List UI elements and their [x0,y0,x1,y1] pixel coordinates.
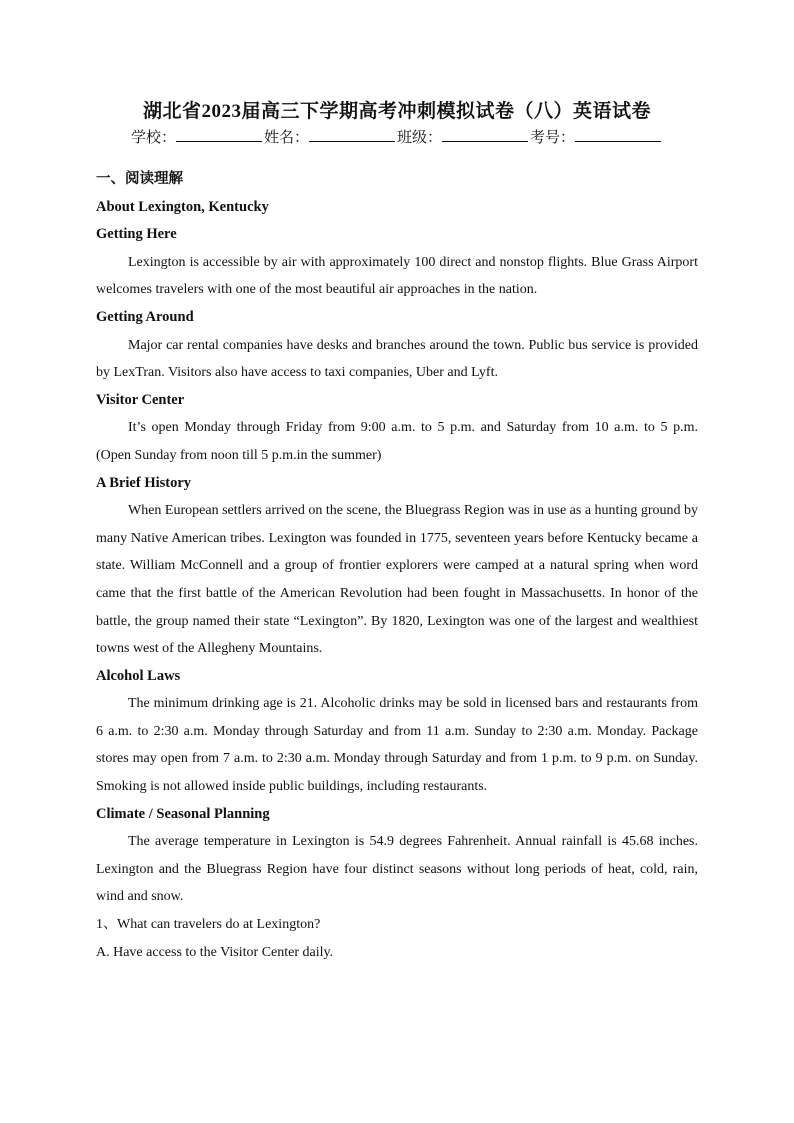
class-blank[interactable] [442,127,528,142]
question-option-a[interactable]: A. Have access to the Visitor Center daily. [96,944,334,960]
name-label: 姓名： [263,130,309,146]
exam-number-blank[interactable] [575,127,661,142]
section-heading-climate: Climate / Seasonal Planning [96,805,270,822]
school-label: 学校： [130,130,176,146]
article-title: About Lexington, Kentucky [96,198,269,215]
section-heading-history: A Brief History [96,474,192,491]
student-info-line [0,126,794,147]
section-heading-getting-here: Getting Here [96,226,177,243]
section-text-history: When European settlers arrived on the scene, the Bluegrass Region was in use as a hunting ground by many Native American tribes. Lexington was founded in 1775, seventeen years before Kentucky became a state. William McConnell and a group of frontier explorers were camped at a natural spring when word came that the first battle of the American Revolution had been fought in Massachusetts. In honor of the battle, the group named their state “Lexington”. By 1820, Lexington was one of the largest and wealthiest towns west of the Allegheny Mountains. [96,503,698,657]
exam-number-label: 考号： [530,130,576,146]
section-text-climate: The average temperature in Lexington is 54.9 degrees Fahrenheit. Annual rainfall is 45.68 inches. Lexington and the Bluegrass Region have four distinct seasons without long periods of heat, cold, rain, wind and snow. [96,834,698,905]
reading-content [96,166,698,966]
section-heading-getting-around: Getting Around [96,308,194,325]
school-blank[interactable] [176,127,262,142]
section-text-visitor-center: It’s open Monday through Friday from 9:00 a.m. to 5 p.m. and Saturday from 10 a.m. to 5 p.m. (Open Sunday from noon till 5 p.m.in the summer) [96,420,698,463]
question-stem: 1、What can travelers do at Lexington? [96,917,321,933]
section-heading-alcohol-laws: Alcohol Laws [96,667,181,684]
section-text-getting-around: Major car rental companies have desks and branches around the town. Public bus service is provided by LexTran. Visitors also have access to taxi companies, Uber and Lyft. [96,337,698,381]
exam-title: 湖北省2023届高三下学期高考冲刺模拟试卷（八）英语试卷 [142,101,651,122]
section-text-getting-here: Lexington is accessible by air with approximately 100 direct and nonstop flights. Blue Grass Airport welcomes travelers with one of the most beautiful air approaches in the nation. [96,254,698,298]
class-label: 班级： [397,130,443,146]
section-text-alcohol-laws: The minimum drinking age is 21. Alcoholic drinks may be sold in licensed bars and restaurants from 6 a.m. to 2:30 a.m. Monday through Saturday and from 11 a.m. Sunday to 2:30 a.m. Monday. Package stores may open from 7 a.m. to 2:30 a.m. Monday through Saturday and from 1 p.m. to 9 p.m. on Sunday. Smoking is not allowed inside public buildings, including restaurants. [96,696,698,795]
name-blank[interactable] [309,127,395,142]
part-heading: 一、阅读理解 [96,171,183,187]
section-heading-visitor-center: Visitor Center [96,391,185,408]
